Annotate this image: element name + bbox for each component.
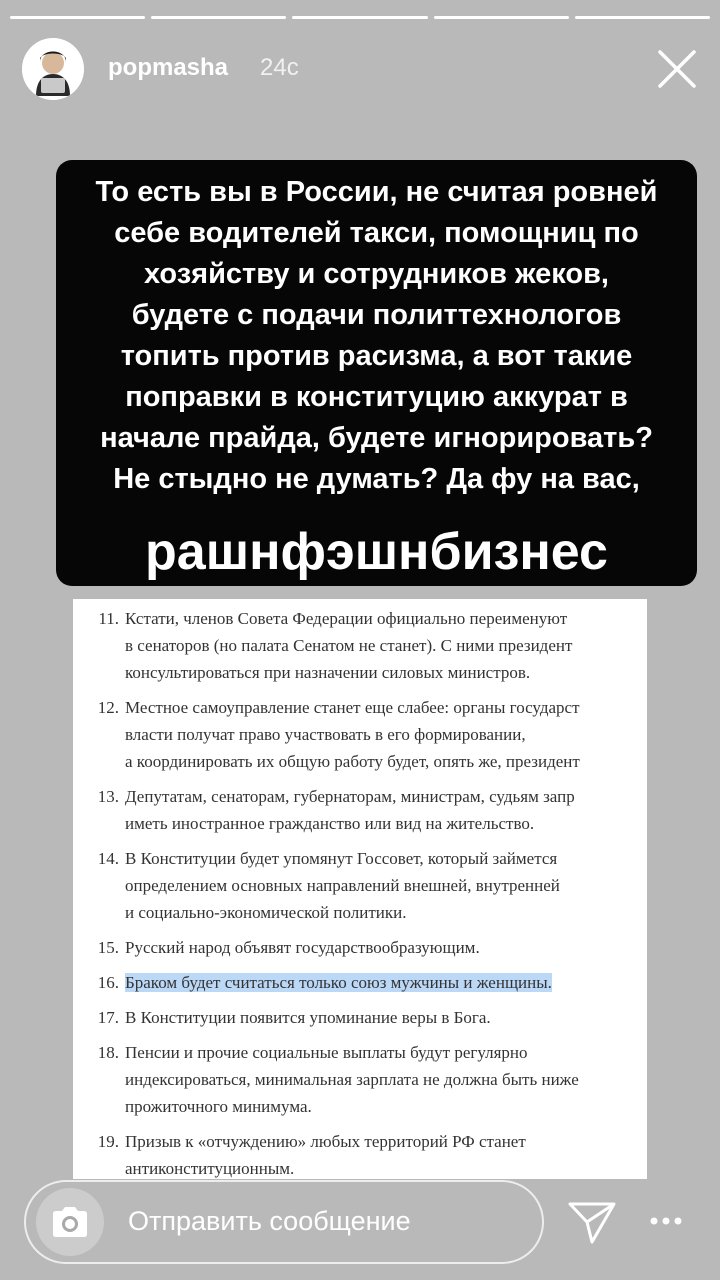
item-text: и социально-экономической политики. <box>125 903 407 922</box>
more-icon <box>646 1206 686 1236</box>
item-text: Браком будет считаться только союз мужчины и женщины. <box>125 973 552 992</box>
username[interactable]: popmasha <box>108 54 229 81</box>
item-number: 15. <box>97 938 119 957</box>
amendments-list <box>73 599 647 1179</box>
item-text: индексироваться, минимальная зарплата не должна быть ниже <box>125 1070 579 1089</box>
item-text: власти получат право участвовать в его формировании, <box>125 725 526 744</box>
item-text-line <box>125 934 647 961</box>
list-item <box>73 1039 647 1120</box>
document-screenshot <box>73 599 647 1179</box>
item-text: а координировать их общую работу будет, опять же, президент <box>125 752 580 771</box>
post-time: 24с <box>260 54 299 81</box>
item-text-line <box>125 1039 647 1066</box>
item-text-line <box>125 721 647 748</box>
list-item <box>73 694 647 775</box>
item-text-line <box>125 1004 647 1031</box>
reply-input[interactable] <box>24 1180 544 1264</box>
item-text-line <box>125 845 647 872</box>
story-progress <box>10 16 710 19</box>
camera-icon <box>50 1205 90 1239</box>
item-text-line <box>125 694 647 721</box>
item-text: консультироваться при назначении силовых министров. <box>125 663 531 682</box>
caption-line: себе водителей такси, помощниц по <box>114 217 639 249</box>
item-text-line <box>125 969 647 996</box>
reply-placeholder: Отправить сообщение <box>128 1206 411 1236</box>
item-number: 16. <box>97 973 119 992</box>
send-icon <box>566 1198 618 1246</box>
item-text-line <box>125 1128 647 1155</box>
item-text: в сенаторов (но палата Сенатом не станет). С ними президент <box>125 636 573 655</box>
item-text: В Конституции будет упомянут Госсовет, который займется <box>125 849 558 868</box>
list-item <box>73 1128 647 1179</box>
progress-segment <box>575 16 710 19</box>
item-text: антиконституционным. <box>125 1159 295 1178</box>
item-text: Местное самоуправление станет еще слабее: органы государст <box>125 698 580 717</box>
caption-hashtag-text: рашнфэшнбизнес <box>145 523 608 581</box>
list-item <box>73 783 647 837</box>
item-text-line <box>125 810 647 837</box>
camera-button[interactable] <box>36 1188 104 1256</box>
list-item <box>73 969 647 996</box>
item-text: Пенсии и прочие социальные выплаты будут регулярно <box>125 1043 528 1062</box>
item-text-line <box>125 1155 647 1179</box>
avatar[interactable] <box>22 38 84 100</box>
item-number: 13. <box>97 787 119 806</box>
item-number: 18. <box>97 1043 119 1062</box>
item-text-line <box>125 872 647 899</box>
send-button[interactable] <box>566 1198 618 1246</box>
caption-line: Не стыдно не думать? Да фу на вас, <box>113 463 640 495</box>
item-text-line <box>125 659 647 686</box>
item-text-line <box>125 899 647 926</box>
item-text-line <box>125 1093 647 1120</box>
item-text: определением основных направлений внешней, внутренней <box>125 876 560 895</box>
story-header <box>22 38 698 98</box>
more-button[interactable] <box>646 1206 686 1236</box>
item-number: 17. <box>97 1008 119 1027</box>
item-number: 12. <box>97 698 119 717</box>
caption-line: поправки в конституцию аккурат в <box>125 381 628 413</box>
progress-segment <box>292 16 427 19</box>
close-button[interactable] <box>656 48 698 90</box>
story-caption <box>56 160 697 586</box>
caption-line: То есть вы в России, не считая ровней <box>95 176 658 208</box>
progress-segment <box>10 16 145 19</box>
caption-line: хозяйству и сотрудников жеков, <box>144 258 609 290</box>
user-avatar-icon <box>22 38 84 100</box>
item-text: Депутатам, сенаторам, губернаторам, министрам, судьям запр <box>125 787 575 806</box>
list-item <box>73 934 647 961</box>
caption-lines <box>56 172 697 500</box>
item-text-line <box>125 632 647 659</box>
item-text: Русский народ объявят государствообразующим. <box>125 938 480 957</box>
item-number: 11. <box>98 609 119 628</box>
list-item <box>73 605 647 686</box>
caption-line: будете с подачи политтехнологов <box>131 299 622 331</box>
progress-segment <box>151 16 286 19</box>
item-number: 19. <box>97 1132 119 1151</box>
item-text: иметь иностранное гражданство или вид на жительство. <box>125 814 535 833</box>
item-text: Кстати, членов Совета Федерации официально переименуют <box>125 609 568 628</box>
item-text: прожиточного минимума. <box>125 1097 312 1116</box>
item-number: 14. <box>97 849 119 868</box>
item-text-line <box>125 1066 647 1093</box>
item-text-line <box>125 783 647 810</box>
close-icon <box>656 48 698 90</box>
list-item <box>73 1004 647 1031</box>
item-text: В Конституции появится упоминание веры в Бога. <box>125 1008 491 1027</box>
item-text-line <box>125 748 647 775</box>
caption-line: топить против расизма, а вот такие <box>120 340 633 372</box>
item-text: Призыв к «отчуждению» любых территорий РФ станет <box>125 1132 526 1151</box>
caption-line: начале прайда, будете игнорировать? <box>100 422 653 454</box>
list-item <box>73 845 647 926</box>
item-text-line <box>125 605 647 632</box>
progress-segment <box>434 16 569 19</box>
